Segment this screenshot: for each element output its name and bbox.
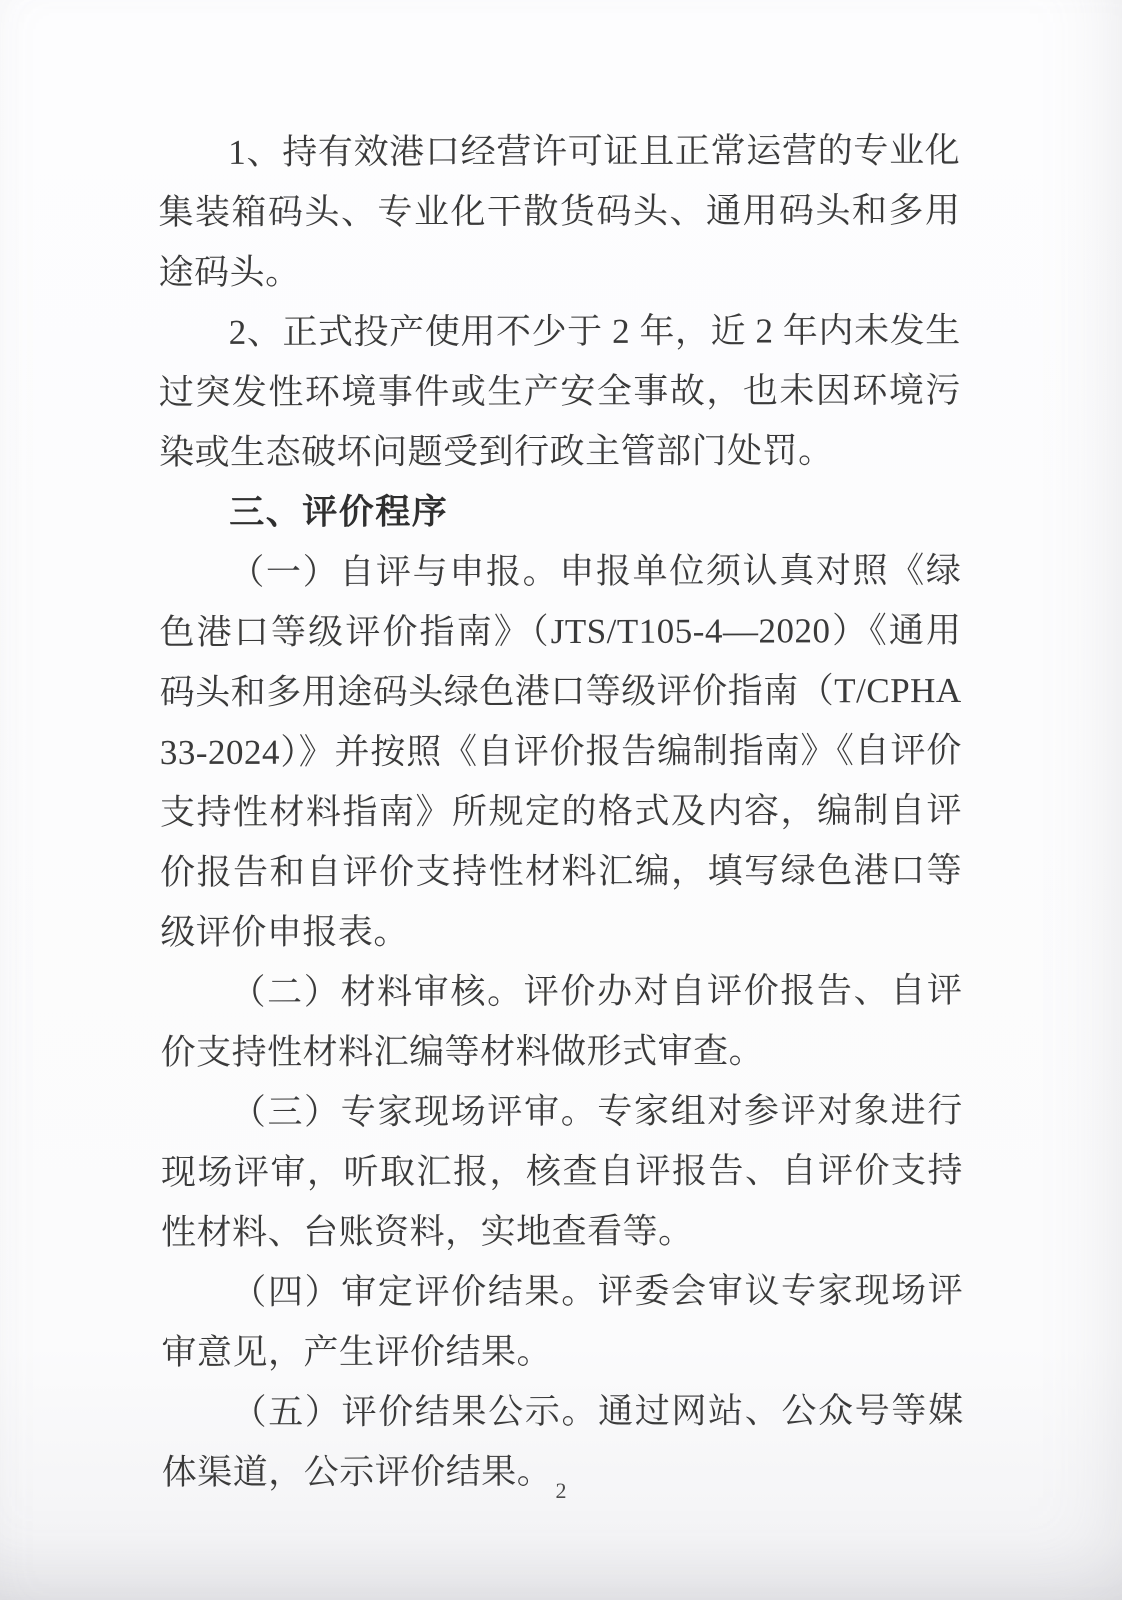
page-number: 2	[555, 1478, 567, 1503]
paragraph-step-1-self-evaluation-and-application: （一）自评与申报。申报单位须认真对照《绿色港口等级评价指南》（JTS/T105-4—2020）《通用码头和多用途码头绿色港口等级评价指南（T/CPHA 33-2024）》并按照《自评价报告编制指南》《自评价支持性材料指南》所规定的格式及内容，编制自评价报告和自评价支持性材料汇编，填写绿色港口等级评价申报表。	[159, 550, 963, 953]
paragraph-step-4-result-determination: （四）审定评价结果。评委会审议专家现场评审意见，产生评价结果。	[161, 1270, 964, 1373]
paragraph-step-2-material-review: （二）材料审核。评价办对自评价报告、自评价支持性材料汇编等材料做形式审查。	[160, 970, 963, 1073]
document-body	[158, 121, 964, 1503]
paragraph-step-5-result-publicity: （五）评价结果公示。通过网站、公众号等媒体渠道，公示评价结果。	[161, 1390, 964, 1493]
paragraph-eligibility-condition-1: 1、持有效港口经营许可证且正常运营的专业化集装箱码头、专业化干散货码头、通用码头和多用途码头。	[158, 130, 961, 293]
paragraph-eligibility-condition-2: 2、正式投产使用不少于 2 年，近 2 年内未发生过突发性环境事件或生产安全事故，也未因环境污染或生态破坏问题受到行政主管部门处罚。	[158, 310, 961, 473]
paragraph-step-3-expert-onsite-review: （三）专家现场评审。专家组对参评对象进行现场评审，听取汇报，核查自评报告、自评价支持性材料、台账资料，实地查看等。	[160, 1090, 963, 1253]
section-heading-evaluation-procedure: 三、评价程序	[229, 492, 449, 532]
